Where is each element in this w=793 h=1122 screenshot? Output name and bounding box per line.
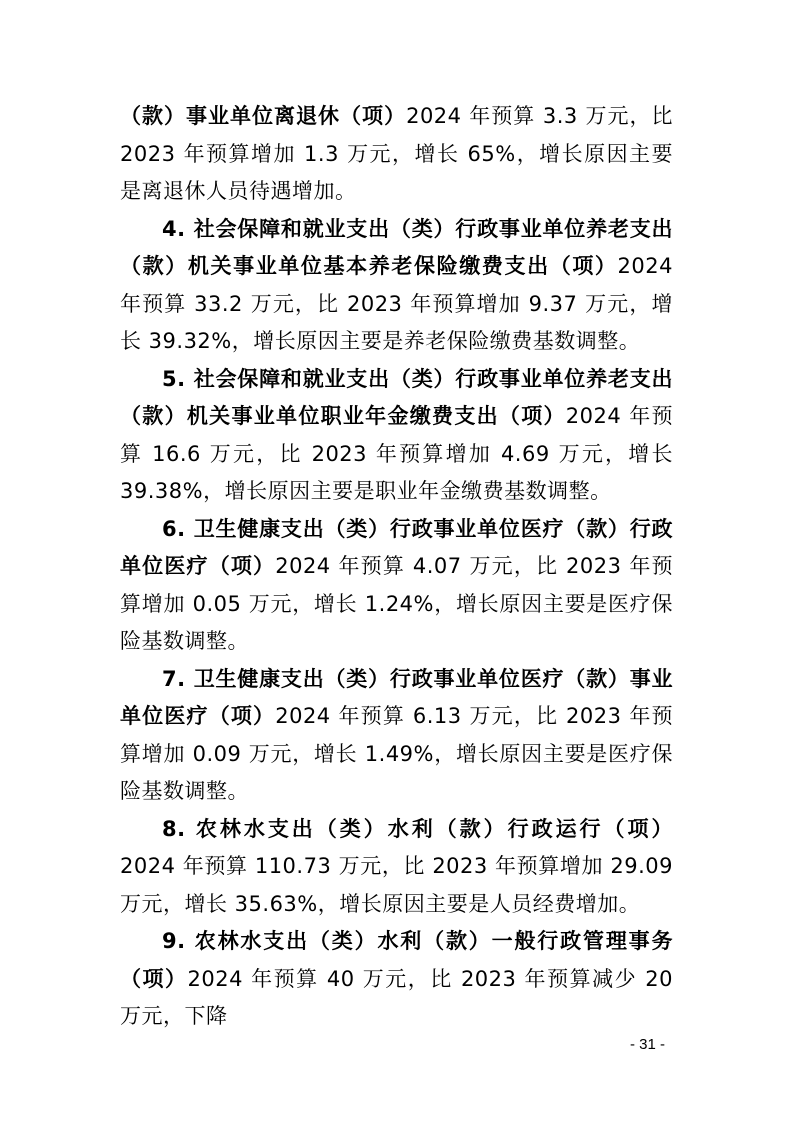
paragraph-item-7 <box>120 661 673 811</box>
paragraph-heading: 9. 农林水支出（类）水利（款）一般行政管理事务（项） <box>120 929 673 991</box>
paragraph-item-8 <box>120 811 673 924</box>
paragraph-text: 2024 年预算 16.6 万元，比 2023 年预算增加 4.69 万元，增长 39.38%，增长原因主要是职业年金缴费基数调整。 <box>120 404 673 503</box>
page-number: - 31 - <box>630 1036 666 1053</box>
paragraph-text: 2024 年预算 4.07 万元，比 2023 年预算增加 0.05 万元，增长 1.24%，增长原因主要是医疗保险基数调整。 <box>120 554 673 653</box>
paragraph-text: 2024 年预算 110.73 万元，比 2023 年预算增加 29.09 万元，增长 35.63%，增长原因主要是人员经费增加。 <box>120 854 673 916</box>
paragraph-item-5 <box>120 361 673 511</box>
document-body <box>120 98 673 1036</box>
paragraph-text: 2024 年预算 33.2 万元，比 2023 年预算增加 9.37 万元，增长 39.32%，增长原因主要是养老保险缴费基数调整。 <box>120 254 673 353</box>
paragraph-text: 2024 年预算 3.3 万元，比 2023 年预算增加 1.3 万元，增长 65%，增长原因主要是离退休人员待遇增加。 <box>120 104 673 203</box>
paragraph-item-9 <box>120 923 673 1036</box>
paragraph-item-4 <box>120 211 673 361</box>
paragraph-text: 2024 年预算 6.13 万元，比 2023 年预算增加 0.09 万元，增长 1.49%，增长原因主要是医疗保险基数调整。 <box>120 704 673 803</box>
paragraph-heading: （款）事业单位离退休（项） <box>120 104 407 128</box>
paragraph-heading: 4. 社会保障和就业支出（类）行政事业单位养老支出（款）机关事业单位基本养老保险缴费支出（项） <box>120 216 673 278</box>
paragraph-heading: 6. 卫生健康支出（类）行政事业单位医疗（款）行政单位医疗（项） <box>120 516 673 578</box>
paragraph-item-6 <box>120 511 673 661</box>
paragraph-heading: 7. 卫生健康支出（类）行政事业单位医疗（款）事业单位医疗（项） <box>120 666 673 728</box>
paragraph-heading: 5. 社会保障和就业支出（类）行政事业单位养老支出（款）机关事业单位职业年金缴费支出（项） <box>120 366 673 428</box>
paragraph-retirement <box>120 98 673 211</box>
paragraph-text: 2024 年预算 40 万元，比 2023 年预算减少 20 万元，下降 <box>120 966 673 1028</box>
paragraph-heading: 8. 农林水支出（类）水利（款）行政运行（项） <box>162 816 673 841</box>
